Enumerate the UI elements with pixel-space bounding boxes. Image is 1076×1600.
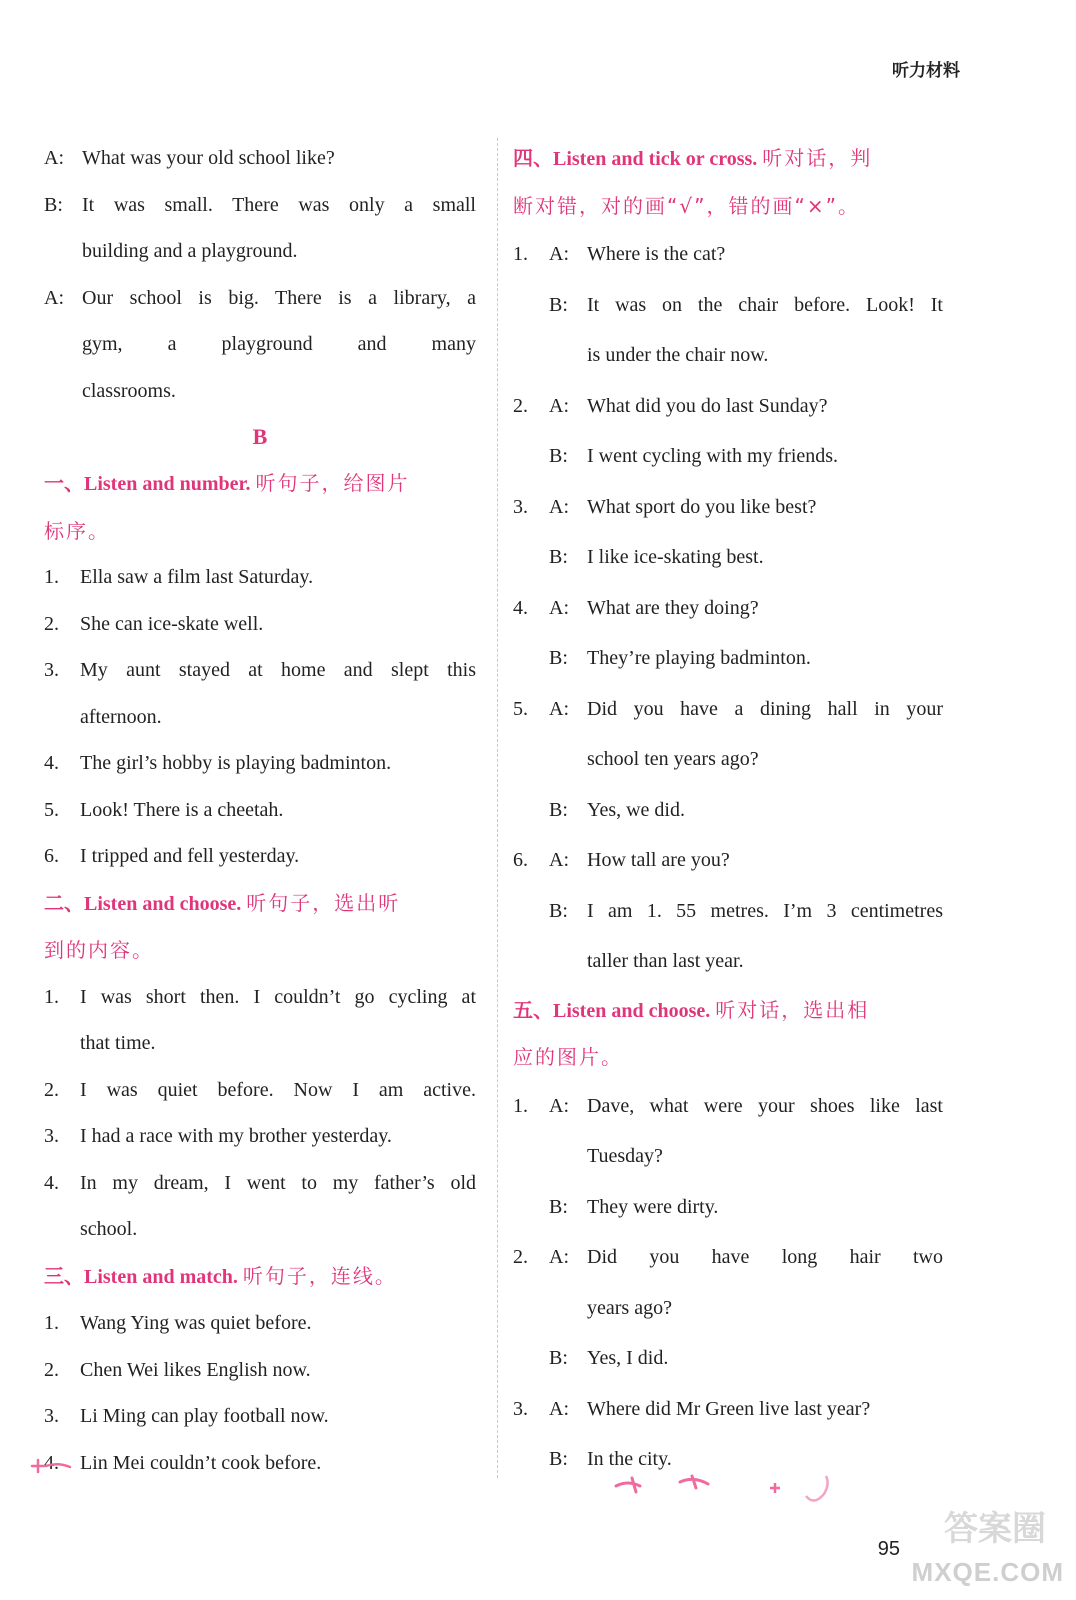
speaker-label: A: bbox=[549, 243, 569, 265]
section-heading-cn: 听对话，选出相 bbox=[715, 997, 870, 1022]
speaker-label: A: bbox=[549, 697, 569, 720]
list-item bbox=[44, 1067, 476, 1114]
section-heading-cont bbox=[44, 927, 476, 974]
list-item bbox=[44, 1440, 476, 1487]
dialog-text: What was your old school like? bbox=[82, 147, 335, 169]
dialog-text: Dave, what were your shoes like last bbox=[587, 1094, 943, 1117]
speaker-label: B: bbox=[549, 647, 568, 669]
section-heading bbox=[513, 135, 943, 183]
speaker-label: B: bbox=[549, 899, 568, 922]
dialog-line bbox=[513, 431, 943, 482]
sparkle-doodle-icon bbox=[610, 1470, 850, 1510]
speaker-label: A: bbox=[549, 495, 569, 518]
dialog-line bbox=[44, 182, 476, 229]
item-number: 3. bbox=[513, 1397, 528, 1420]
item-text: Look! There is a cheetah. bbox=[80, 798, 284, 821]
dialog-text: classrooms. bbox=[82, 379, 176, 402]
section-heading-cn: 听句子，连线。 bbox=[242, 1263, 397, 1288]
dialog-line bbox=[513, 330, 943, 381]
dialog-text: In the city. bbox=[587, 1448, 672, 1470]
dialog-line bbox=[513, 229, 943, 280]
item-number: 4. bbox=[44, 752, 59, 774]
list-item bbox=[44, 740, 476, 787]
section-heading-cn-cont: 应的图片。 bbox=[513, 1045, 623, 1069]
speaker-label: A: bbox=[549, 1094, 569, 1117]
speaker-label: A: bbox=[549, 1397, 569, 1420]
dialog-text: What are they doing? bbox=[587, 596, 759, 619]
item-number: 3. bbox=[44, 1125, 59, 1147]
dialog-text: Did you have long hair two bbox=[587, 1246, 943, 1268]
dialog-text: years ago? bbox=[587, 1296, 672, 1319]
section-heading-cn: 听对话，判 bbox=[762, 146, 873, 170]
list-item bbox=[44, 833, 476, 880]
item-number: 1. bbox=[44, 566, 59, 588]
dialog-line bbox=[513, 734, 943, 785]
item-number: 4. bbox=[44, 1171, 59, 1194]
section-heading bbox=[44, 880, 476, 928]
section-heading bbox=[44, 460, 476, 508]
dialog-text: I went cycling with my friends. bbox=[587, 445, 839, 467]
item-text: I was quiet before. Now I am active. bbox=[80, 1078, 476, 1101]
item-number: 1. bbox=[44, 985, 59, 1008]
dialog-line bbox=[513, 1232, 943, 1283]
item-number: 5. bbox=[513, 697, 528, 720]
dialog-text: Tuesday? bbox=[587, 1145, 663, 1167]
item-number: 4. bbox=[513, 596, 528, 619]
dialog-line bbox=[513, 1081, 943, 1132]
list-item bbox=[44, 1393, 476, 1440]
dialog-text: is under the chair now. bbox=[587, 344, 769, 366]
watermark-logo: 答案圈 bbox=[944, 1509, 1046, 1549]
speaker-label: B: bbox=[44, 193, 63, 216]
list-item bbox=[44, 1113, 476, 1160]
speaker-label: B: bbox=[549, 1448, 568, 1470]
dialog-line bbox=[44, 275, 476, 322]
dialog-text: Yes, I did. bbox=[587, 1347, 669, 1369]
dialog-text: I like ice-skating best. bbox=[587, 546, 764, 568]
dialog-line bbox=[513, 1333, 943, 1384]
item-text: I tripped and fell yesterday. bbox=[80, 845, 300, 867]
item-number: 4. bbox=[44, 1451, 59, 1474]
section-heading-en: 四、Listen and tick or cross. bbox=[513, 148, 758, 170]
dialog-text: Where did Mr Green live last year? bbox=[587, 1397, 871, 1420]
dialog-line bbox=[513, 1283, 943, 1334]
dialog-text: I am 1. 55 metres. I’m 3 centimetres bbox=[587, 899, 943, 922]
dialog-text: Yes, we did. bbox=[587, 798, 685, 821]
dialog-text: gym, a playground and many bbox=[82, 333, 476, 355]
speaker-label: B: bbox=[549, 798, 568, 821]
dialog-line bbox=[513, 936, 943, 987]
speaker-label: A: bbox=[44, 147, 64, 169]
page-number: 95 bbox=[877, 1538, 900, 1560]
item-text: My aunt stayed at home and slept this bbox=[80, 659, 476, 681]
item-text: Lin Mei couldn’t cook before. bbox=[80, 1451, 322, 1474]
dialog-line bbox=[513, 785, 943, 836]
dialog-text: They’re playing badminton. bbox=[587, 647, 811, 669]
list-item bbox=[44, 1300, 476, 1347]
list-item bbox=[44, 647, 476, 694]
list-item bbox=[44, 1206, 476, 1253]
speaker-label: B: bbox=[549, 546, 568, 568]
dialog-line bbox=[513, 886, 943, 937]
item-text: school. bbox=[80, 1218, 138, 1240]
section-heading bbox=[44, 1253, 476, 1301]
section-heading-en: 二、Listen and choose. bbox=[44, 892, 242, 915]
item-text: Chen Wei likes English now. bbox=[80, 1358, 311, 1381]
list-item bbox=[44, 694, 476, 741]
section-heading-en: 五、Listen and choose. bbox=[513, 999, 711, 1022]
list-item bbox=[44, 601, 476, 648]
speaker-label: B: bbox=[549, 1195, 568, 1218]
section-heading-cont bbox=[44, 508, 476, 555]
right-column bbox=[513, 135, 943, 1485]
item-text: Ella saw a film last Saturday. bbox=[80, 566, 314, 588]
item-text: She can ice-skate well. bbox=[80, 612, 264, 635]
speaker-label: B: bbox=[549, 1347, 568, 1369]
item-text: In my dream, I went to my father’s old bbox=[80, 1171, 476, 1194]
item-number: 2. bbox=[513, 394, 528, 417]
dialog-text: building and a playground. bbox=[82, 240, 298, 262]
dialog-line bbox=[513, 532, 943, 583]
speaker-label: A: bbox=[44, 286, 64, 309]
dialog-line bbox=[513, 1131, 943, 1182]
dialog-line bbox=[513, 280, 943, 331]
dialog-line bbox=[513, 1384, 943, 1435]
list-item bbox=[44, 974, 476, 1021]
section-heading-cn-cont: 标序。 bbox=[44, 518, 110, 543]
section-heading-cn-cont: 断对错，对的画“√”，错的画“×”。 bbox=[513, 193, 860, 218]
item-number: 2. bbox=[513, 1246, 528, 1268]
speaker-label: A: bbox=[549, 596, 569, 619]
item-number: 3. bbox=[44, 1405, 59, 1427]
item-text: I had a race with my brother yesterday. bbox=[80, 1125, 392, 1147]
dialog-line bbox=[513, 1182, 943, 1233]
speaker-label: B: bbox=[549, 445, 568, 467]
speaker-label: A: bbox=[549, 849, 569, 871]
item-number: 5. bbox=[44, 798, 59, 821]
dialog-line bbox=[513, 583, 943, 634]
dialog-text: It was small. There was only a small bbox=[82, 193, 476, 216]
dialog-line bbox=[44, 135, 476, 182]
star-doodle-icon bbox=[30, 1458, 74, 1474]
part-title: B bbox=[252, 424, 268, 449]
section-heading-cn: 听句子，选出听 bbox=[246, 890, 401, 915]
item-text: Wang Ying was quiet before. bbox=[80, 1312, 312, 1334]
item-text: Li Ming can play football now. bbox=[80, 1405, 329, 1427]
left-column bbox=[44, 135, 476, 1486]
item-number: 2. bbox=[44, 1078, 59, 1101]
dialog-line bbox=[513, 482, 943, 533]
item-number: 1. bbox=[44, 1312, 59, 1334]
item-number: 2. bbox=[44, 1358, 59, 1381]
item-number: 2. bbox=[44, 612, 59, 635]
item-text: The girl’s hobby is playing badminton. bbox=[80, 752, 392, 774]
running-header: 听力材料 bbox=[892, 61, 960, 81]
section-heading-cn: 听句子，给图片 bbox=[255, 471, 410, 495]
dialog-line bbox=[44, 368, 476, 415]
dialog-line bbox=[44, 321, 476, 368]
section-heading-en: 三、Listen and match. bbox=[44, 1265, 238, 1288]
dialog-text: school ten years ago? bbox=[587, 748, 759, 770]
dialog-text: What did you do last Sunday? bbox=[587, 394, 828, 417]
item-number: 6. bbox=[44, 845, 59, 867]
dialog-text: It was on the chair before. Look! It bbox=[587, 293, 943, 316]
section-heading-en: 一、Listen and number. bbox=[44, 473, 251, 495]
item-text: that time. bbox=[80, 1032, 156, 1054]
item-number: 3. bbox=[513, 495, 528, 518]
section-heading-cont bbox=[513, 183, 943, 230]
list-item bbox=[44, 1160, 476, 1207]
dialog-line bbox=[513, 633, 943, 684]
speaker-label: A: bbox=[549, 1246, 569, 1268]
list-item bbox=[44, 1020, 476, 1067]
dialog-line bbox=[513, 835, 943, 886]
dialog-text: Our school is big. There is a library, a bbox=[82, 286, 476, 309]
dialog-text: What sport do you like best? bbox=[587, 495, 817, 518]
list-item bbox=[44, 787, 476, 834]
dialog-text: Where is the cat? bbox=[587, 243, 726, 265]
item-number: 1. bbox=[513, 1094, 528, 1117]
item-number: 1. bbox=[513, 243, 528, 265]
dialog-text: Did you have a dining hall in your bbox=[587, 697, 943, 720]
dialog-text: They were dirty. bbox=[587, 1195, 719, 1218]
dialog-text: taller than last year. bbox=[587, 950, 744, 972]
dialog-text: How tall are you? bbox=[587, 849, 730, 871]
dialog-line bbox=[44, 228, 476, 275]
section-heading-cn-cont: 到的内容。 bbox=[44, 938, 154, 962]
item-text: I was short then. I couldn’t go cycling at bbox=[80, 985, 476, 1008]
column-divider bbox=[497, 138, 498, 1478]
speaker-label: B: bbox=[549, 293, 568, 316]
section-heading bbox=[513, 987, 943, 1035]
dialog-line bbox=[513, 684, 943, 735]
dialog-line bbox=[513, 381, 943, 432]
item-number: 6. bbox=[513, 849, 528, 871]
item-text: afternoon. bbox=[80, 705, 162, 728]
list-item bbox=[44, 554, 476, 601]
speaker-label: A: bbox=[549, 394, 569, 417]
watermark-url: MXQE.COM bbox=[911, 1557, 1064, 1587]
section-heading-cont bbox=[513, 1034, 943, 1081]
list-item bbox=[44, 1347, 476, 1394]
item-number: 3. bbox=[44, 659, 59, 681]
